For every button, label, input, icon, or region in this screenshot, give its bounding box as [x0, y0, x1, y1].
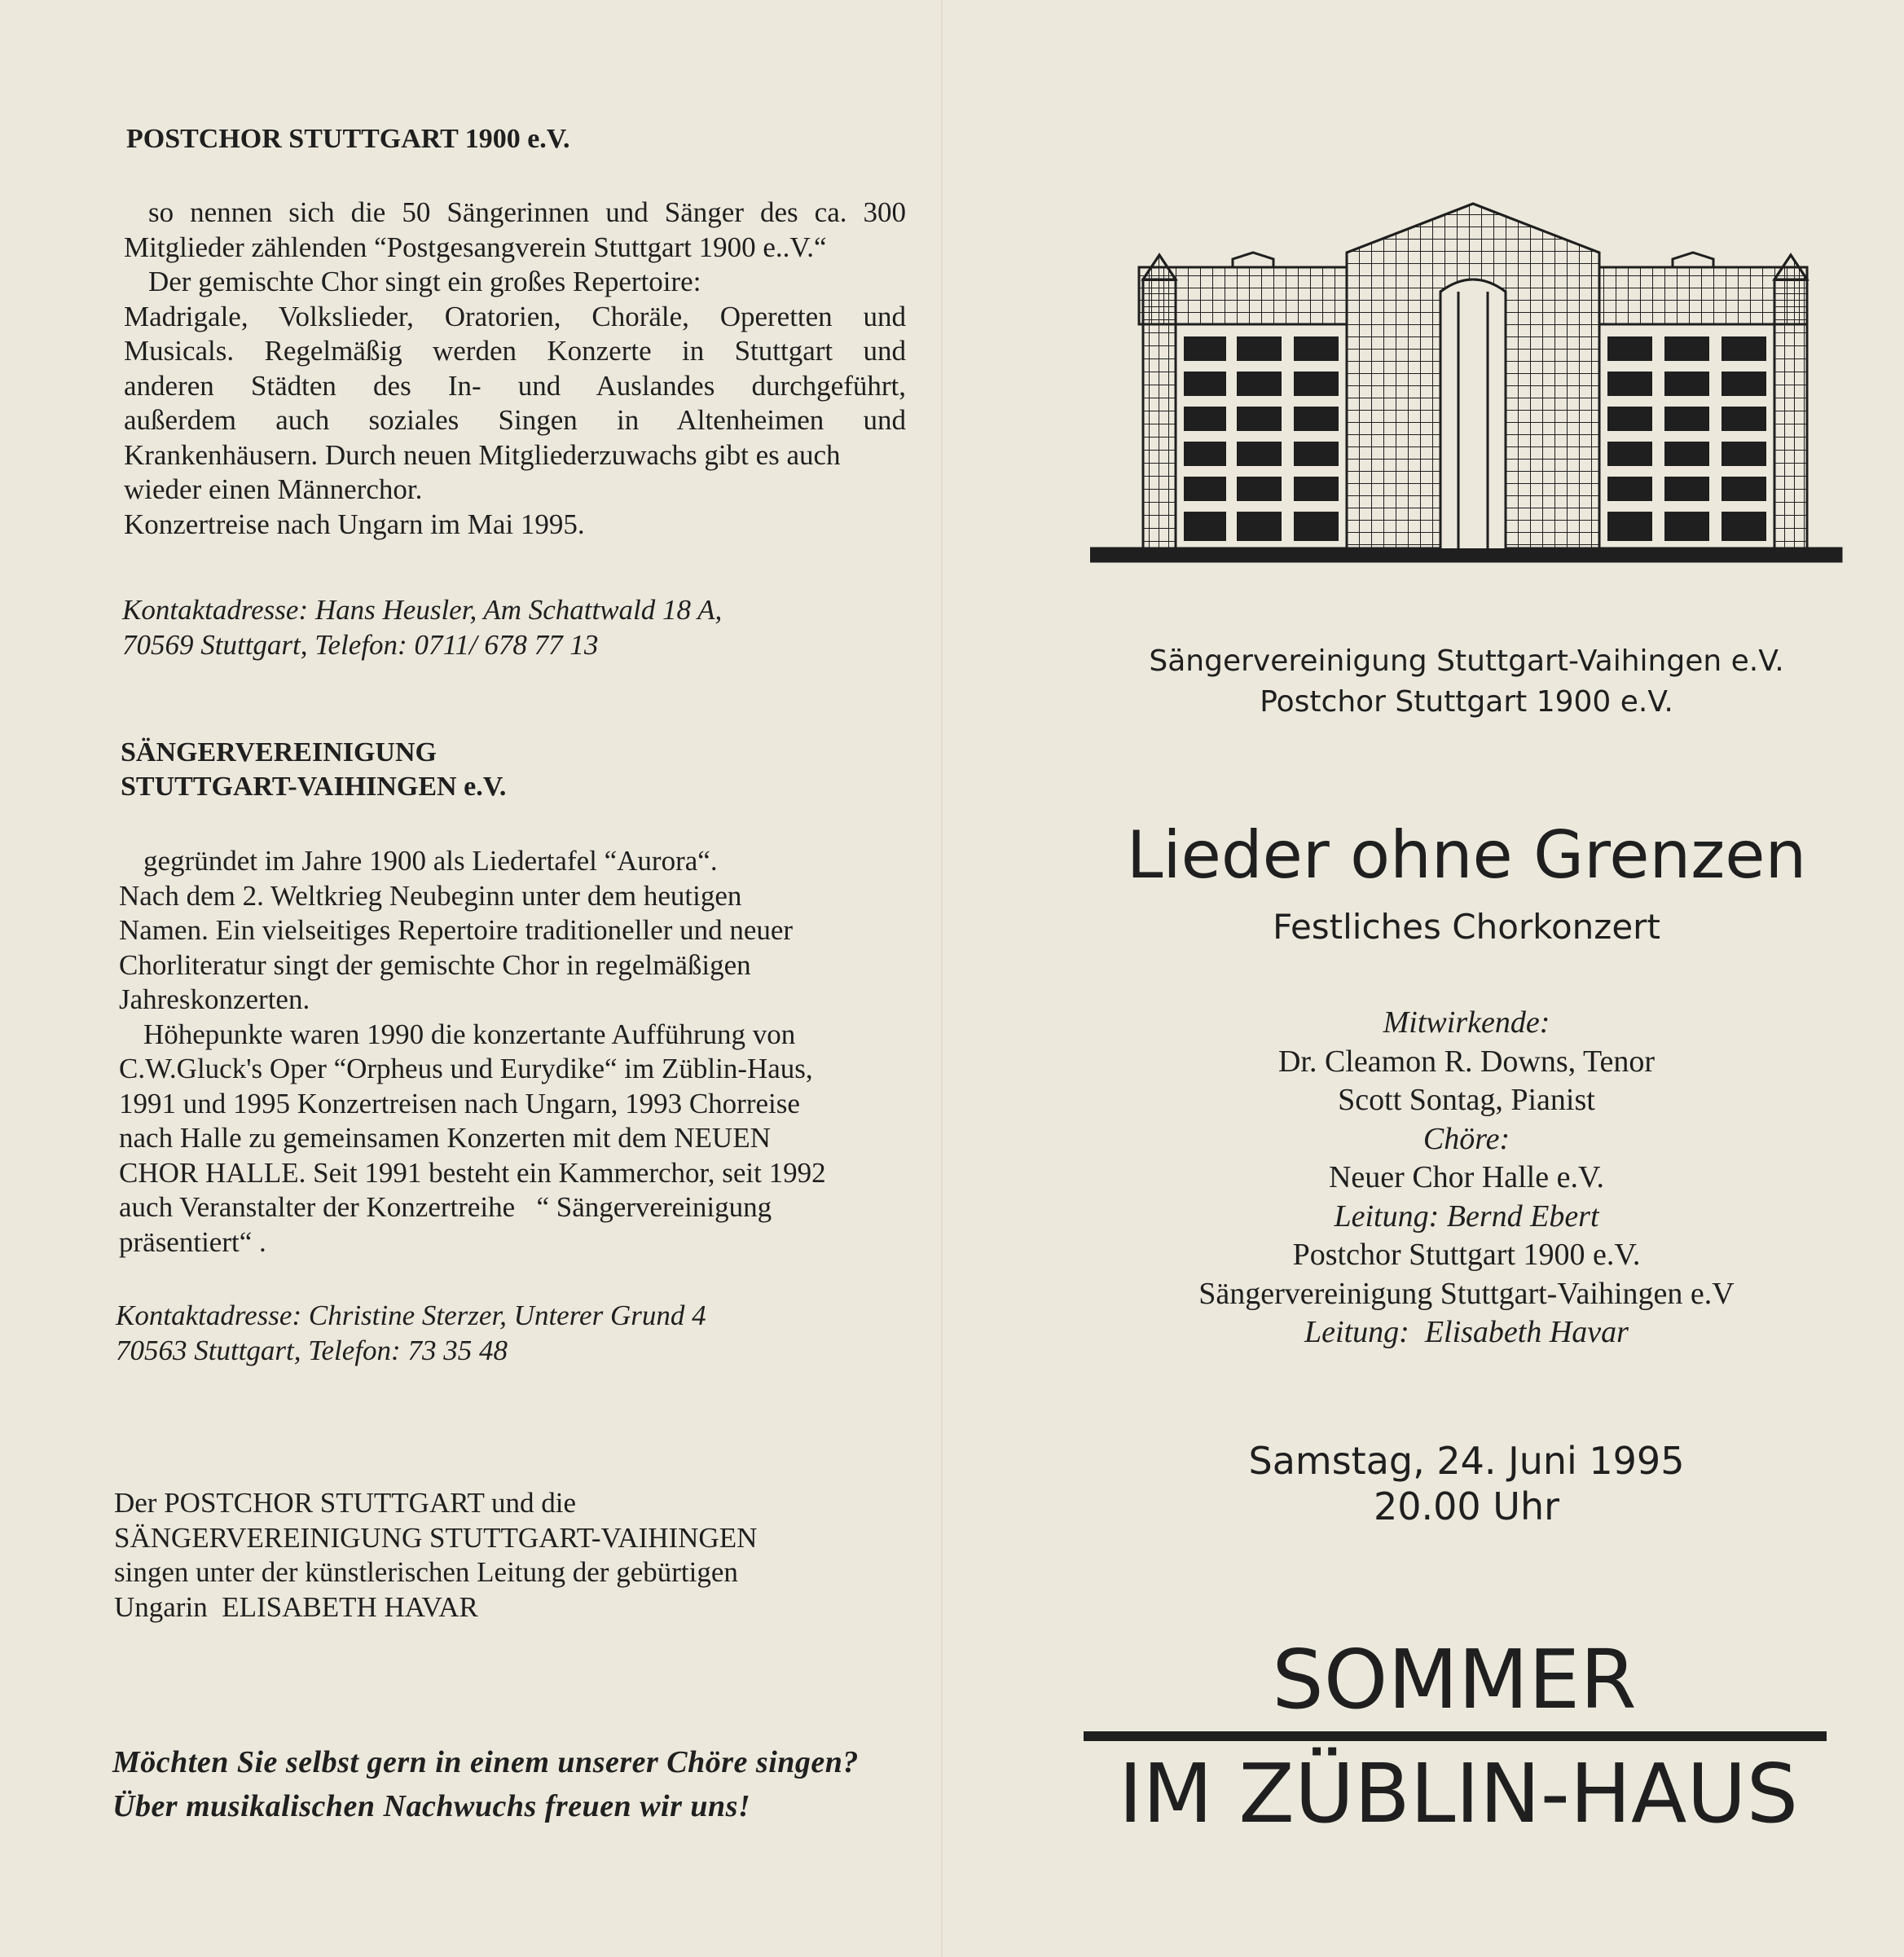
ground-line [1090, 548, 1841, 561]
text-line: auch Veranstalter der Konzertreihe “ Sängervereinigung [119, 1191, 772, 1223]
text-line: Madrigale, Volkslieder, Oratorien, Choräle, Operetten und [124, 300, 906, 332]
text-line: 1991 und 1995 Konzertreisen nach Ungarn, 1993 Chorreise [119, 1087, 800, 1119]
text-line: C.W.Gluck's Oper “Orpheus und Eurydike“ im Züblin-Haus, [119, 1053, 813, 1084]
performer-line: Chöre: [1423, 1121, 1510, 1156]
contact-line: 70563 Stuttgart, Telefon: 73 35 48 [116, 1334, 508, 1366]
event-date: Samstag, 24. Juni 1995 [1248, 1439, 1685, 1483]
performers-list [1059, 1004, 1874, 1352]
contact-line: Kontaktadresse: Christine Sterzer, Unterer Grund 4 [116, 1300, 706, 1331]
fold-line [941, 0, 943, 1957]
saenger-description [119, 844, 901, 1260]
text-line: anderen Städten des In- und Auslandes durchgeführt, [124, 369, 906, 402]
text-line: Musicals. Regelmäßig werden Konzerte in Stuttgart und [124, 335, 906, 367]
organizer-line: Sängervereinigung Stuttgart-Vaihingen e.V. [1149, 644, 1784, 678]
performer-line: Mitwirkende: [1383, 1005, 1550, 1040]
performer-line: Postchor Stuttgart 1900 e.V. [1292, 1238, 1641, 1272]
text-line: singen unter der künstlerischen Leitung der gebürtigen [114, 1556, 738, 1588]
text-line: präsentiert“ . [119, 1225, 266, 1258]
series-top: SOMMER [1272, 1632, 1637, 1727]
text-line: Jahreskonzerten. [119, 983, 310, 1015]
saenger-title [121, 736, 506, 804]
postchor-description [124, 196, 906, 542]
performer-line: Dr. Cleamon R. Downs, Tenor [1277, 1044, 1656, 1079]
text-line: Mitglieder zählenden “Postgesangverein Stuttgart 1900 e..V.“ [124, 231, 827, 263]
invitation [112, 1740, 859, 1828]
performer-line: Neuer Chor Halle e.V. [1328, 1160, 1605, 1194]
invitation-line: Über musikalischen Nachwuchs freuen wir uns! [112, 1789, 751, 1823]
text-line: Krankenhäusern. Durch neuen Mitgliederzuwachs gibt es auch [124, 438, 841, 471]
contact-line: 70569 Stuttgart, Telefon: 0711/ 678 77 13 [122, 628, 599, 661]
text-line: Nach dem 2. Weltkrieg Neubeginn unter dem heutigen [119, 879, 742, 912]
title-line: SÄNGERVEREINIGUNG [121, 737, 437, 767]
text-line: Der POSTCHOR STUTTGART und die [114, 1487, 576, 1519]
text-line: Chorliteratur singt der gemischte Chor in regelmäßigen [119, 948, 751, 981]
postchor-title: POSTCHOR STUTTGART 1900 e.V. [126, 124, 570, 154]
contact-line: Kontaktadresse: Hans Heusler, Am Schattwald 18 A, [122, 594, 723, 626]
organizers [1059, 641, 1874, 723]
text-line: so nennen sich die 50 Sängerinnen und Sänger des ca. 300 [148, 196, 906, 228]
text-line: wieder einen Männerchor. [124, 473, 423, 505]
series-bottom: IM ZÜBLIN-HAUS [1118, 1746, 1799, 1841]
performer-line: Leitung: Elisabeth Havar [1304, 1315, 1629, 1349]
organizer-line: Postchor Stuttgart 1900 e.V. [1260, 685, 1673, 719]
invitation-line: Möchten Sie selbst gern in einem unserer Chöre singen? [112, 1745, 859, 1779]
event-datetime [1059, 1438, 1874, 1529]
text-line: außerdem auch soziales Singen in Altenheimen und [124, 404, 906, 436]
text-line: CHOR HALLE. Seit 1991 besteht ein Kammerchor, seit 1992 [119, 1156, 826, 1189]
closing-note [114, 1486, 757, 1625]
zueblin-haus-illustration [1090, 202, 1843, 569]
performer-line: Sängervereinigung Stuttgart-Vaihingen e.V [1198, 1276, 1735, 1311]
text-line: Ungarin ELISABETH HAVAR [114, 1590, 478, 1623]
series-divider [1084, 1731, 1827, 1741]
performer-line: Leitung: Bernd Ebert [1334, 1198, 1599, 1234]
concert-title: Lieder ohne Grenzen [1126, 817, 1807, 893]
postchor-contact [122, 593, 722, 662]
performer-line: Scott Sontag, Pianist [1338, 1083, 1595, 1117]
text-line: Höhepunkte waren 1990 die konzertante Aufführung von [143, 1018, 796, 1050]
text-line: Konzertreise nach Ungarn im Mai 1995. [124, 508, 585, 540]
saenger-contact [116, 1299, 706, 1368]
text-line: SÄNGERVEREINIGUNG STUTTGART-VAIHINGEN [114, 1521, 758, 1554]
text-line: Namen. Ein vielseitiges Repertoire traditioneller und neuer [119, 914, 794, 946]
event-time: 20.00 Uhr [1373, 1484, 1560, 1528]
title-line: STUTTGART-VAIHINGEN e.V. [121, 772, 507, 802]
text-line: nach Halle zu gemeinsamen Konzerten mit dem NEUEN [119, 1122, 771, 1154]
text-line: gegründet im Jahre 1900 als Liedertafel “Aurora“. [143, 845, 718, 877]
text-line: Der gemischte Chor singt ein großes Repertoire: [148, 266, 701, 297]
concert-subtitle: Festliches Chorkonzert [1273, 907, 1660, 947]
